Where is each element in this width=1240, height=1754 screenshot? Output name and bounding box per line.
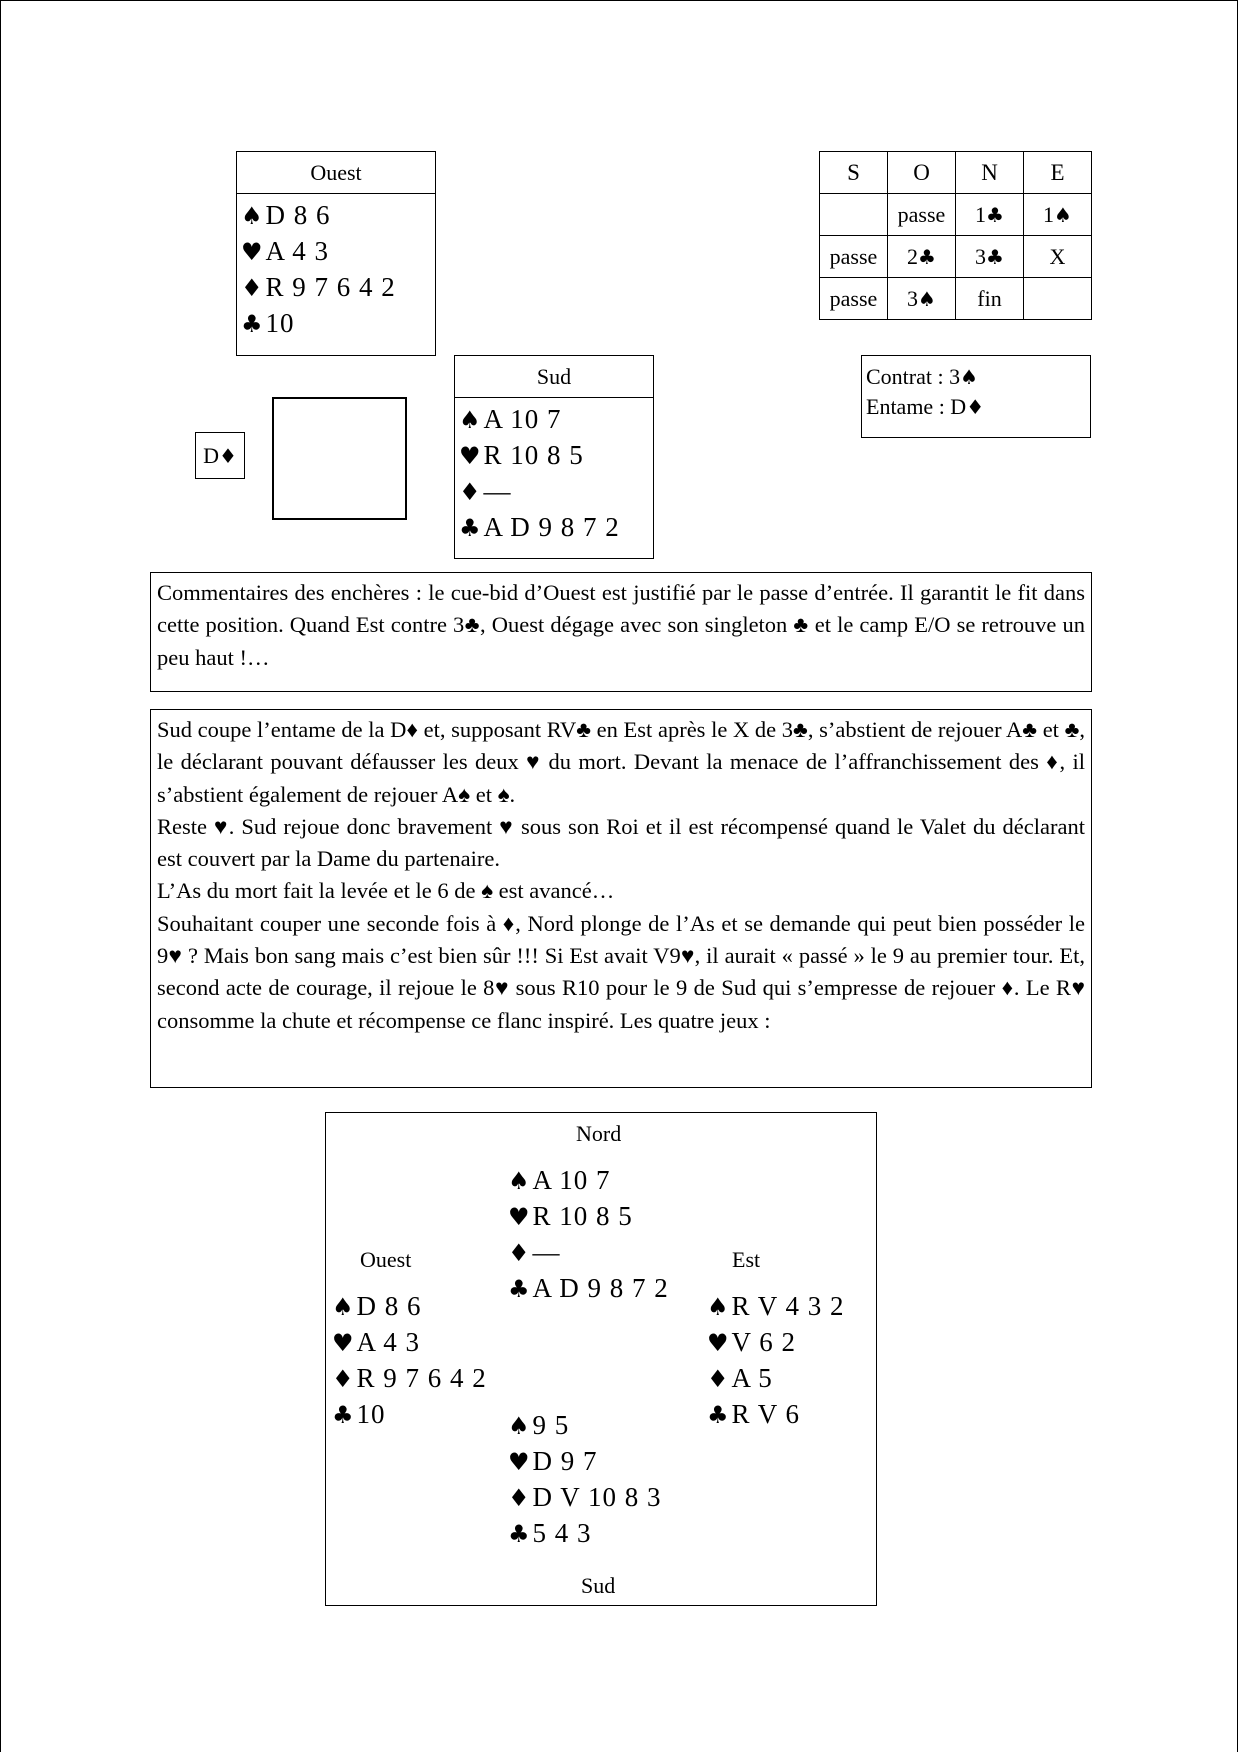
bid-text: passe xyxy=(897,201,946,227)
lead-card-rank: D xyxy=(203,443,219,468)
bid-text: 2 xyxy=(907,243,919,269)
contract-box xyxy=(861,355,1091,438)
auction-row xyxy=(820,278,1092,320)
auction-header-west: O xyxy=(888,152,956,194)
south-hearts-cards: R 10 8 5 xyxy=(483,440,584,470)
play-comment-paragraph: Reste ♥. Sud rejoue donc bravement ♥ sous son Roi et il est récompensé quand le Valet du déclarant est couvert par la Dame du partenaire. xyxy=(157,813,1085,872)
north-label: Nord xyxy=(576,1121,622,1146)
south-label: Sud xyxy=(581,1573,616,1598)
bid-text: passe xyxy=(829,243,878,269)
auction-bid xyxy=(1024,236,1092,278)
west-diamonds xyxy=(241,270,435,306)
auction-bid xyxy=(1024,278,1092,320)
west-spades-cards: D 8 6 xyxy=(265,200,331,230)
club-icon: ♣ xyxy=(986,202,1004,227)
west-hearts xyxy=(241,234,435,270)
play-comment-paragraph: Sud coupe l’entame de la D♦ et, supposant RV♣ en Est après le X de 3♣, s’abstient de rejouer A♣ et ♣, le déclarant pouvant défausser les deux ♥ du mort. Devant la menace de l’affranchissement des ♦, il s’abstient également de rejouer A♠ et ♠. xyxy=(157,717,1085,807)
south-deal-diamonds-cards: D V 10 8 3 xyxy=(532,1482,662,1512)
east-clubs-cards: R V 6 xyxy=(731,1399,801,1429)
play-comment-paragraph: L’As du mort fait la levée et le 6 de ♠ est avancé… xyxy=(157,878,615,904)
west-hand-cards xyxy=(237,194,435,342)
south-spades-cards: A 10 7 xyxy=(483,404,562,434)
bid-text: X xyxy=(1049,243,1066,269)
diamond-icon: ♦ xyxy=(241,274,264,302)
north-hand xyxy=(508,1163,669,1307)
west-deal-clubs-cards: 10 xyxy=(356,1399,386,1429)
bid-text: 3 xyxy=(907,285,919,311)
west-deal-clubs xyxy=(332,1397,487,1433)
auction-bid xyxy=(956,236,1024,278)
bid-text: passe xyxy=(829,285,878,311)
lead-line xyxy=(866,392,1090,422)
auction-bid xyxy=(888,236,956,278)
spade-icon: ♠ xyxy=(508,1167,531,1195)
auction-table xyxy=(819,151,1092,320)
north-diamonds-cards: — xyxy=(532,1237,561,1267)
south-hearts xyxy=(459,438,653,474)
west-diamonds-cards: R 9 7 6 4 2 xyxy=(265,272,396,302)
west-deal-hearts xyxy=(332,1325,487,1361)
west-clubs xyxy=(241,306,435,342)
spade-icon: ♠ xyxy=(707,1293,730,1321)
west-hand-box xyxy=(236,151,436,356)
bid-text: fin xyxy=(977,285,1002,311)
west-deal-hearts-cards: A 4 3 xyxy=(356,1327,421,1357)
south-deal-clubs xyxy=(508,1516,662,1552)
diamond-icon: ♦ xyxy=(707,1365,730,1393)
diamond-icon: ♦ xyxy=(508,1239,531,1267)
auction-bid xyxy=(888,194,956,236)
south-deal-spades xyxy=(508,1408,662,1444)
east-diamonds-cards: A 5 xyxy=(731,1363,773,1393)
auction-row xyxy=(820,236,1092,278)
spade-icon: ♠ xyxy=(332,1293,355,1321)
heart-icon: ♥ xyxy=(459,442,482,470)
diamond-icon: ♦ xyxy=(966,395,985,419)
auction-bid xyxy=(1024,194,1092,236)
heart-icon: ♥ xyxy=(508,1203,531,1231)
club-icon: ♣ xyxy=(918,244,936,269)
north-hearts xyxy=(508,1199,669,1235)
club-icon: ♣ xyxy=(332,1401,355,1429)
auction-header-south: S xyxy=(820,152,888,194)
heart-icon: ♥ xyxy=(508,1448,531,1476)
east-hearts-cards: V 6 2 xyxy=(731,1327,797,1357)
south-deal-diamonds xyxy=(508,1480,662,1516)
west-deal-diamonds-cards: R 9 7 6 4 2 xyxy=(356,1363,487,1393)
auction-bid xyxy=(956,278,1024,320)
east-diamonds xyxy=(707,1361,845,1397)
east-hearts xyxy=(707,1325,845,1361)
play-comment-paragraph: Souhaitant couper une seconde fois à ♦, Nord plonge de l’As et se demande qui peut bien posséder le 9♥ ? Mais bon sang mais c’est bien sûr !!! Si Est avait V9♥, il aurait « passé » le 9 au premier tour. Et, second acte de courage, il rejoue le 8♥ sous R10 pour le 9 de Sud qui s’empresse de rejouer ♦. Le R♥ consomme la chute et récompense ce flanc inspiré. Les quatre jeux : xyxy=(157,910,1085,1033)
south-hand-title: Sud xyxy=(455,356,653,398)
auction-header-row xyxy=(820,152,1092,194)
club-icon: ♣ xyxy=(508,1275,531,1303)
east-clubs xyxy=(707,1397,845,1433)
bidding-comment-box xyxy=(150,572,1092,692)
south-diamonds-cards: — xyxy=(483,476,512,506)
east-hand xyxy=(707,1289,845,1433)
south-deal-clubs-cards: 5 4 3 xyxy=(532,1518,592,1548)
west-deal-hand xyxy=(332,1289,487,1433)
auction-row xyxy=(820,194,1092,236)
north-spades-cards: A 10 7 xyxy=(532,1165,611,1195)
east-spades xyxy=(707,1289,845,1325)
diamond-icon: ♦ xyxy=(332,1365,355,1393)
south-deal-spades-cards: 9 5 xyxy=(532,1410,570,1440)
contract-label: Contrat : 3 xyxy=(866,364,961,389)
south-deal-hand xyxy=(508,1408,662,1552)
auction-bid xyxy=(888,278,956,320)
lead-card xyxy=(195,432,245,479)
spade-icon: ♠ xyxy=(1054,202,1072,227)
south-diamonds xyxy=(459,474,653,510)
bid-text: 1 xyxy=(975,201,987,227)
south-clubs-cards: A D 9 8 7 2 xyxy=(483,512,620,542)
diamond-icon: ♦ xyxy=(508,1484,531,1512)
full-deal-box xyxy=(325,1112,877,1606)
east-spades-cards: R V 4 3 2 xyxy=(731,1291,845,1321)
bid-text: 1 xyxy=(1043,201,1055,227)
south-hand-box xyxy=(454,355,654,559)
heart-icon: ♥ xyxy=(707,1329,730,1357)
south-clubs xyxy=(459,510,653,546)
south-spades xyxy=(459,402,653,438)
west-clubs-cards: 10 xyxy=(265,308,295,338)
west-spades xyxy=(241,198,435,234)
diamond-icon: ♦ xyxy=(459,478,482,506)
north-clubs-cards: A D 9 8 7 2 xyxy=(532,1273,669,1303)
west-deal-diamonds xyxy=(332,1361,487,1397)
spade-icon: ♠ xyxy=(459,406,482,434)
north-hearts-cards: R 10 8 5 xyxy=(532,1201,633,1231)
bid-text: 3 xyxy=(975,243,987,269)
west-hearts-cards: A 4 3 xyxy=(265,236,330,266)
auction-bid xyxy=(820,236,888,278)
bidding-comment-text: Commentaires des enchères : le cue-bid d’Ouest est justifié par le passe d’entrée. Il garantit le fit dans cette position. Quand Est contre 3♣, Ouest dégage avec son singleton ♣ et le camp E/O se retrouve un peu haut !… xyxy=(157,580,1085,670)
diamond-icon: ♦ xyxy=(218,444,237,468)
south-hand-cards xyxy=(455,398,653,546)
club-icon: ♣ xyxy=(986,244,1004,269)
north-diamonds xyxy=(508,1235,669,1271)
club-icon: ♣ xyxy=(508,1520,531,1548)
south-deal-hearts xyxy=(508,1444,662,1480)
play-comment-box xyxy=(150,709,1092,1088)
club-icon: ♣ xyxy=(459,514,482,542)
auction-bid xyxy=(820,278,888,320)
trick-square xyxy=(272,397,407,520)
spade-icon: ♠ xyxy=(508,1412,531,1440)
spade-icon: ♠ xyxy=(918,286,936,311)
west-deal-spades-cards: D 8 6 xyxy=(356,1291,422,1321)
lead-label: Entame : D xyxy=(866,394,967,419)
spade-icon: ♠ xyxy=(960,365,979,389)
auction-header-north: N xyxy=(956,152,1024,194)
auction-bid xyxy=(820,194,888,236)
club-icon: ♣ xyxy=(241,310,264,338)
heart-icon: ♥ xyxy=(332,1329,355,1357)
club-icon: ♣ xyxy=(707,1401,730,1429)
north-clubs xyxy=(508,1271,669,1307)
west-label: Ouest xyxy=(360,1247,412,1272)
auction-header-east: E xyxy=(1024,152,1092,194)
east-label: Est xyxy=(732,1247,761,1272)
heart-icon: ♥ xyxy=(241,238,264,266)
contract-line xyxy=(866,362,1090,392)
south-deal-hearts-cards: D 9 7 xyxy=(532,1446,598,1476)
west-hand-title: Ouest xyxy=(237,152,435,194)
north-spades xyxy=(508,1163,669,1199)
spade-icon: ♠ xyxy=(241,202,264,230)
west-deal-spades xyxy=(332,1289,487,1325)
auction-bid xyxy=(956,194,1024,236)
